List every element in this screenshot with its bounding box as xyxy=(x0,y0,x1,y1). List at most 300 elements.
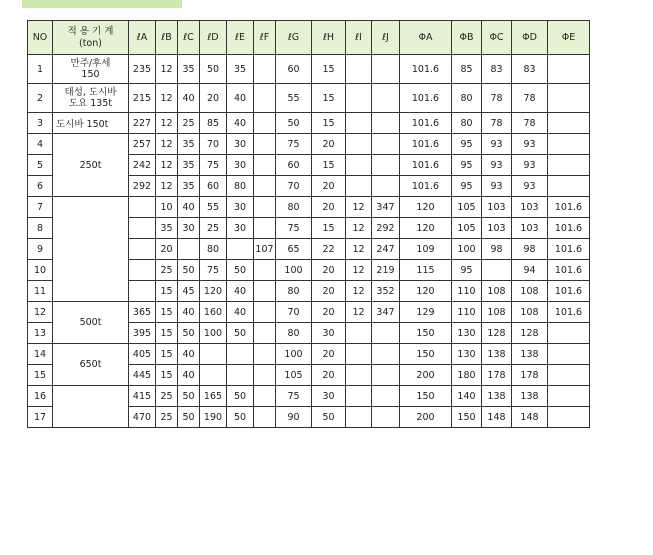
table-cell xyxy=(254,218,276,239)
table-cell: 101.6 xyxy=(400,155,452,176)
table-cell: 101.6 xyxy=(548,197,590,218)
table-cell: 130 xyxy=(452,323,482,344)
table-cell: 15 xyxy=(156,365,178,386)
table-cell: 40 xyxy=(227,281,254,302)
table-cell: 108 xyxy=(482,281,512,302)
table-cell: 150 xyxy=(400,323,452,344)
table-cell: 도시바 150t xyxy=(53,113,129,134)
table-cell: 93 xyxy=(512,176,548,197)
table-cell: 70 xyxy=(276,176,312,197)
table-row xyxy=(28,113,590,134)
table-cell: 108 xyxy=(512,302,548,323)
table-cell: 80 xyxy=(452,113,482,134)
table-cell xyxy=(200,344,227,365)
table-cell xyxy=(227,239,254,260)
column-header: ΦA xyxy=(400,21,452,55)
table-cell: 98 xyxy=(512,239,548,260)
table-cell: 35 xyxy=(178,176,200,197)
table-cell: 227 xyxy=(129,113,156,134)
table-cell: 55 xyxy=(276,84,312,113)
table-cell: 78 xyxy=(482,113,512,134)
table-cell: 14 xyxy=(28,344,53,365)
table-cell: 128 xyxy=(482,323,512,344)
table-cell: 95 xyxy=(452,260,482,281)
table-cell: 50 xyxy=(200,55,227,84)
table-cell xyxy=(254,365,276,386)
table-cell: 242 xyxy=(129,155,156,176)
table-cell: 10 xyxy=(156,197,178,218)
table-cell: 40 xyxy=(227,113,254,134)
table-cell: 78 xyxy=(482,84,512,113)
table-cell: 70 xyxy=(200,134,227,155)
table-cell: 85 xyxy=(452,55,482,84)
column-header: ℓB xyxy=(156,21,178,55)
table-row xyxy=(28,197,590,218)
table-cell: 150 xyxy=(400,386,452,407)
table-cell xyxy=(200,365,227,386)
table-cell xyxy=(548,365,590,386)
table-cell xyxy=(254,260,276,281)
table-cell: 40 xyxy=(178,344,200,365)
table-cell xyxy=(129,197,156,218)
table-row xyxy=(28,386,590,407)
table-row xyxy=(28,302,590,323)
column-header: ℓE xyxy=(227,21,254,55)
table-cell: 148 xyxy=(512,407,548,428)
table-cell: 40 xyxy=(227,302,254,323)
table-cell: 2 xyxy=(28,84,53,113)
table-cell: 120 xyxy=(400,197,452,218)
table-cell: 120 xyxy=(400,218,452,239)
table-cell xyxy=(178,239,200,260)
column-header: ℓJ xyxy=(372,21,400,55)
table-cell: 292 xyxy=(129,176,156,197)
table-cell: 9 xyxy=(28,239,53,260)
table-cell: 65 xyxy=(276,239,312,260)
table-cell: 80 xyxy=(200,239,227,260)
table-cell: 15 xyxy=(156,281,178,302)
table-cell: 15 xyxy=(156,302,178,323)
table-cell: 165 xyxy=(200,386,227,407)
column-header: ℓI xyxy=(346,21,372,55)
table-cell xyxy=(129,239,156,260)
table-cell xyxy=(548,176,590,197)
table-cell: 107 xyxy=(254,239,276,260)
table-cell xyxy=(227,365,254,386)
table-cell: 12 xyxy=(156,55,178,84)
table-cell: 108 xyxy=(512,281,548,302)
table-cell: 365 xyxy=(129,302,156,323)
table-cell: 93 xyxy=(512,134,548,155)
table-cell: 25 xyxy=(156,386,178,407)
table-cell: 25 xyxy=(156,407,178,428)
header-accent-bar xyxy=(22,0,182,8)
table-cell: 180 xyxy=(452,365,482,386)
table-cell xyxy=(548,134,590,155)
table-cell: 103 xyxy=(482,218,512,239)
table-cell: 138 xyxy=(482,344,512,365)
table-cell: 75 xyxy=(276,134,312,155)
table-cell: 160 xyxy=(200,302,227,323)
table-cell: 100 xyxy=(276,260,312,281)
table-cell: 93 xyxy=(482,134,512,155)
table-cell xyxy=(372,84,400,113)
table-cell: 12 xyxy=(156,113,178,134)
table-cell: 15 xyxy=(156,344,178,365)
table-cell: 93 xyxy=(482,176,512,197)
table-cell: 45 xyxy=(178,281,200,302)
table-cell: 150 xyxy=(400,344,452,365)
table-cell: 138 xyxy=(482,386,512,407)
table-cell: 80 xyxy=(276,281,312,302)
table-cell: 40 xyxy=(178,84,200,113)
table-cell: 415 xyxy=(129,386,156,407)
table-cell xyxy=(548,407,590,428)
table-cell xyxy=(254,407,276,428)
table-cell: 148 xyxy=(482,407,512,428)
table-cell xyxy=(548,113,590,134)
table-cell: 78 xyxy=(512,84,548,113)
table-cell: 20 xyxy=(312,365,346,386)
table-cell: 15 xyxy=(312,155,346,176)
table-cell: 4 xyxy=(28,134,53,155)
table-cell: 200 xyxy=(400,407,452,428)
table-cell xyxy=(254,55,276,84)
table-cell: 17 xyxy=(28,407,53,428)
table-cell: 12 xyxy=(156,134,178,155)
column-header: ℓG xyxy=(276,21,312,55)
table-cell: 만주/후세 150 xyxy=(53,55,129,84)
table-cell: 98 xyxy=(482,239,512,260)
table-cell: 35 xyxy=(156,218,178,239)
table-cell: 35 xyxy=(178,155,200,176)
table-cell: 60 xyxy=(276,155,312,176)
table-cell: 20 xyxy=(312,344,346,365)
table-cell: 35 xyxy=(178,134,200,155)
table-cell: 30 xyxy=(178,218,200,239)
table-cell: 101.6 xyxy=(400,176,452,197)
table-cell: 20 xyxy=(156,239,178,260)
table-cell: 347 xyxy=(372,197,400,218)
column-header: NO xyxy=(28,21,53,55)
table-cell: 103 xyxy=(482,197,512,218)
table-cell: 129 xyxy=(400,302,452,323)
table-cell: 12 xyxy=(346,197,372,218)
table-cell: 128 xyxy=(512,323,548,344)
table-cell xyxy=(129,260,156,281)
table-cell: 178 xyxy=(512,365,548,386)
table-cell: 101.6 xyxy=(400,134,452,155)
table-cell: 101.6 xyxy=(548,281,590,302)
table-header-row xyxy=(28,21,590,55)
table-cell: 200 xyxy=(400,365,452,386)
table-cell: 347 xyxy=(372,302,400,323)
table-cell xyxy=(346,134,372,155)
table-cell: 40 xyxy=(178,365,200,386)
table-cell: 50 xyxy=(178,323,200,344)
table-cell: 138 xyxy=(512,344,548,365)
table-cell: 80 xyxy=(227,176,254,197)
table-cell xyxy=(372,386,400,407)
table-cell: 138 xyxy=(512,386,548,407)
table-cell: 20 xyxy=(312,176,346,197)
column-header: ΦE xyxy=(548,21,590,55)
table-cell xyxy=(254,344,276,365)
table-cell: 35 xyxy=(178,55,200,84)
table-row xyxy=(28,134,590,155)
table-cell: 83 xyxy=(482,55,512,84)
table-cell: 60 xyxy=(200,176,227,197)
table-cell xyxy=(227,344,254,365)
table-cell: 1 xyxy=(28,55,53,84)
table-cell: 15 xyxy=(156,323,178,344)
table-cell xyxy=(129,281,156,302)
table-cell xyxy=(254,176,276,197)
table-cell: 75 xyxy=(200,155,227,176)
table-cell xyxy=(346,365,372,386)
table-cell: 10 xyxy=(28,260,53,281)
table-cell: 15 xyxy=(312,55,346,84)
table-cell: 100 xyxy=(452,239,482,260)
table-cell: 101.6 xyxy=(400,113,452,134)
table-cell: 15 xyxy=(28,365,53,386)
table-cell: 470 xyxy=(129,407,156,428)
table-cell xyxy=(548,84,590,113)
table-cell: 12 xyxy=(156,176,178,197)
table-cell: 103 xyxy=(512,197,548,218)
table-cell: 257 xyxy=(129,134,156,155)
table-cell: 105 xyxy=(276,365,312,386)
table-cell xyxy=(346,176,372,197)
table-cell: 105 xyxy=(452,197,482,218)
table-cell: 650t xyxy=(53,344,129,386)
table-cell: 6 xyxy=(28,176,53,197)
table-cell xyxy=(254,84,276,113)
table-cell: 80 xyxy=(452,84,482,113)
table-cell: 109 xyxy=(400,239,452,260)
table-cell: 352 xyxy=(372,281,400,302)
table-cell: 50 xyxy=(227,260,254,281)
table-cell: 93 xyxy=(512,155,548,176)
table-cell xyxy=(548,386,590,407)
table-cell xyxy=(254,134,276,155)
table-cell xyxy=(254,302,276,323)
table-cell: 247 xyxy=(372,239,400,260)
table-cell xyxy=(254,155,276,176)
table-cell: 8 xyxy=(28,218,53,239)
table-cell xyxy=(372,113,400,134)
table-cell xyxy=(346,407,372,428)
table-cell: 120 xyxy=(200,281,227,302)
table-cell: 120 xyxy=(400,281,452,302)
table-cell: 40 xyxy=(178,197,200,218)
table-cell xyxy=(346,113,372,134)
table-cell: 85 xyxy=(200,113,227,134)
table-cell xyxy=(129,218,156,239)
table-row xyxy=(28,344,590,365)
table-cell: 292 xyxy=(372,218,400,239)
table-cell: 95 xyxy=(452,134,482,155)
table-cell: 25 xyxy=(156,260,178,281)
table-cell: 30 xyxy=(312,386,346,407)
column-header: ΦB xyxy=(452,21,482,55)
table-cell: 3 xyxy=(28,113,53,134)
table-cell: 178 xyxy=(482,365,512,386)
table-cell xyxy=(53,197,129,302)
table-cell xyxy=(254,197,276,218)
table-cell xyxy=(548,155,590,176)
table-cell: 12 xyxy=(346,302,372,323)
table-cell: 50 xyxy=(276,113,312,134)
table-cell: 100 xyxy=(200,323,227,344)
table-cell: 101.6 xyxy=(548,260,590,281)
table-cell xyxy=(372,155,400,176)
table-cell xyxy=(53,386,129,428)
table-cell xyxy=(254,281,276,302)
table-cell xyxy=(346,84,372,113)
table-cell: 20 xyxy=(312,302,346,323)
table-cell: 12 xyxy=(346,218,372,239)
table-cell: 115 xyxy=(400,260,452,281)
table-cell: 108 xyxy=(482,302,512,323)
table-cell: 25 xyxy=(178,113,200,134)
table-cell xyxy=(372,323,400,344)
table-cell: 30 xyxy=(227,197,254,218)
column-header: ΦD xyxy=(512,21,548,55)
table-cell: 30 xyxy=(227,155,254,176)
table-cell xyxy=(254,323,276,344)
table-cell: 7 xyxy=(28,197,53,218)
table-cell: 30 xyxy=(227,134,254,155)
table-cell xyxy=(372,176,400,197)
table-cell: 103 xyxy=(512,218,548,239)
table-cell xyxy=(372,407,400,428)
table-cell: 태성, 도시바 도요 135t xyxy=(53,84,129,113)
table-cell: 12 xyxy=(156,155,178,176)
table-cell xyxy=(372,134,400,155)
table-cell xyxy=(254,386,276,407)
table-cell: 94 xyxy=(512,260,548,281)
table-cell: 90 xyxy=(276,407,312,428)
table-cell: 105 xyxy=(452,218,482,239)
table-cell: 190 xyxy=(200,407,227,428)
table-cell: 50 xyxy=(312,407,346,428)
table-cell: 110 xyxy=(452,302,482,323)
table-cell: 150 xyxy=(452,407,482,428)
column-header: ℓA xyxy=(129,21,156,55)
table-cell xyxy=(548,55,590,84)
table-cell: 50 xyxy=(178,260,200,281)
table-cell: 50 xyxy=(178,386,200,407)
table-cell: 20 xyxy=(312,197,346,218)
table-cell: 95 xyxy=(452,176,482,197)
table-cell: 405 xyxy=(129,344,156,365)
column-header: ℓC xyxy=(178,21,200,55)
column-header: ℓF xyxy=(254,21,276,55)
table-cell: 101.6 xyxy=(400,84,452,113)
column-header: ℓH xyxy=(312,21,346,55)
table-cell: 40 xyxy=(227,84,254,113)
table-cell xyxy=(346,344,372,365)
table-cell: 12 xyxy=(346,239,372,260)
table-cell: 250t xyxy=(53,134,129,197)
table-cell xyxy=(548,323,590,344)
table-cell: 13 xyxy=(28,323,53,344)
table-cell: 15 xyxy=(312,218,346,239)
table-cell: 50 xyxy=(227,386,254,407)
table-body xyxy=(28,55,590,428)
table-cell: 75 xyxy=(200,260,227,281)
table-cell: 95 xyxy=(452,155,482,176)
table-row xyxy=(28,84,590,113)
table-cell: 130 xyxy=(452,344,482,365)
table-cell: 40 xyxy=(178,302,200,323)
table-cell: 12 xyxy=(156,84,178,113)
table-cell: 70 xyxy=(276,302,312,323)
table-cell: 215 xyxy=(129,84,156,113)
table-cell: 235 xyxy=(129,55,156,84)
spec-table xyxy=(27,20,590,428)
table-cell: 110 xyxy=(452,281,482,302)
table-cell xyxy=(346,155,372,176)
table-cell: 140 xyxy=(452,386,482,407)
table-cell xyxy=(482,260,512,281)
table-cell xyxy=(346,386,372,407)
table-cell: 445 xyxy=(129,365,156,386)
table-cell: 101.6 xyxy=(400,55,452,84)
table-cell: 101.6 xyxy=(548,239,590,260)
table-cell: 50 xyxy=(227,407,254,428)
column-header: ℓD xyxy=(200,21,227,55)
table-cell xyxy=(346,55,372,84)
table-cell: 20 xyxy=(312,260,346,281)
table-cell xyxy=(372,344,400,365)
table-cell: 11 xyxy=(28,281,53,302)
table-cell: 101.6 xyxy=(548,302,590,323)
table-cell: 60 xyxy=(276,55,312,84)
table-cell: 20 xyxy=(312,134,346,155)
column-header: 적 용 기 계 (ton) xyxy=(53,21,129,55)
table-cell: 12 xyxy=(346,281,372,302)
table-cell: 12 xyxy=(28,302,53,323)
table-cell: 20 xyxy=(312,281,346,302)
table-cell: 5 xyxy=(28,155,53,176)
table-cell: 12 xyxy=(346,260,372,281)
table-cell: 22 xyxy=(312,239,346,260)
column-header: ΦC xyxy=(482,21,512,55)
table-cell: 395 xyxy=(129,323,156,344)
table-cell: 16 xyxy=(28,386,53,407)
table-cell: 80 xyxy=(276,197,312,218)
table-cell: 93 xyxy=(482,155,512,176)
table-cell: 100 xyxy=(276,344,312,365)
table-cell: 75 xyxy=(276,218,312,239)
table-row xyxy=(28,55,590,84)
table-cell: 500t xyxy=(53,302,129,344)
table-cell: 50 xyxy=(227,323,254,344)
table-cell: 75 xyxy=(276,386,312,407)
table-cell xyxy=(372,365,400,386)
table-cell xyxy=(548,344,590,365)
table-cell xyxy=(372,55,400,84)
table-cell: 30 xyxy=(227,218,254,239)
table-cell: 30 xyxy=(312,323,346,344)
table-cell: 219 xyxy=(372,260,400,281)
table-cell: 55 xyxy=(200,197,227,218)
table-cell: 15 xyxy=(312,84,346,113)
table-cell xyxy=(254,113,276,134)
table-cell: 50 xyxy=(178,407,200,428)
